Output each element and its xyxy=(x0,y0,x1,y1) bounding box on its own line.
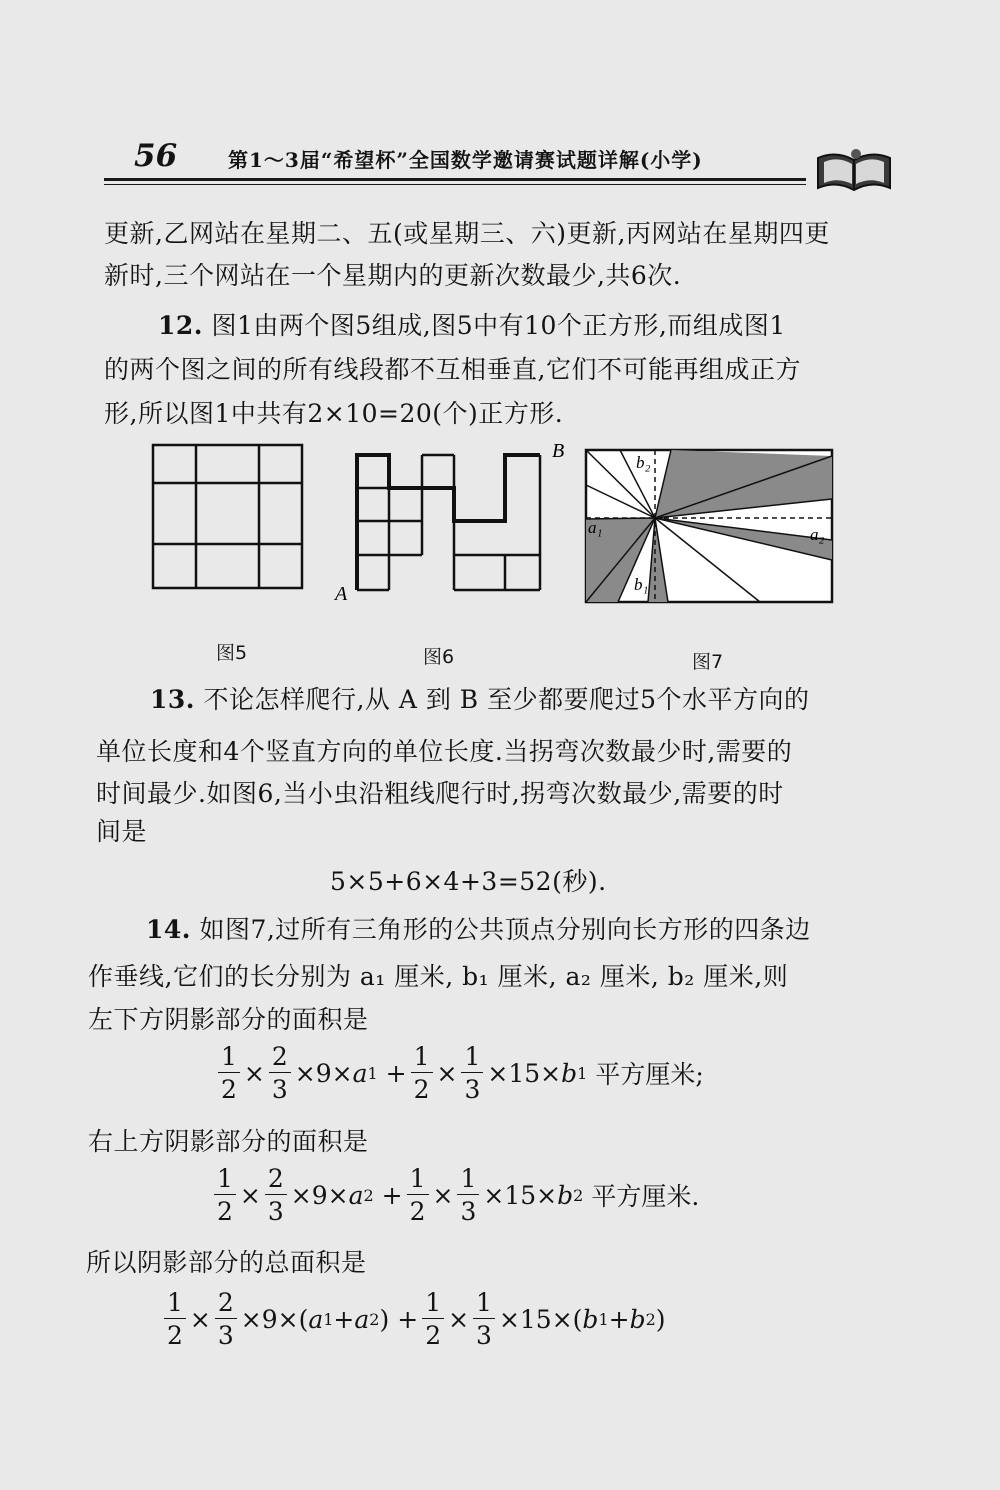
paragraph-text: 不论怎样爬行,从 A 到 B 至少都要爬过5个水平方向的 xyxy=(203,685,810,714)
figure-6-bold-route xyxy=(357,455,540,590)
figure-5-grid xyxy=(153,445,302,588)
formula-total: $\frac{1}{2}$ × $\frac{2}{3}$ ×9×( a 1 + a 2 ) + $\frac{1}{2}$ × $\frac{1}{3}$ ×15×( b 1 + b 2 ) xyxy=(160,1290,666,1348)
paragraph-line: 所以阴影部分的总面积是 xyxy=(86,1248,367,1277)
figure-5-caption: 图5 xyxy=(216,642,248,664)
paragraph-line: 间是 xyxy=(96,817,148,846)
figure-7-caption: 图7 xyxy=(692,651,724,673)
fraction: $\frac{1}{3}$ xyxy=(457,1166,479,1224)
problem-number: 13. xyxy=(150,685,195,714)
page-number: 56 xyxy=(134,138,178,174)
fraction: $\frac{2}{3}$ xyxy=(269,1044,291,1102)
figure-7-rectangle xyxy=(586,450,832,602)
fraction: $\frac{1}{2}$ xyxy=(164,1290,186,1348)
paragraph-line: 的两个图之间的所有线段都不互相垂直,它们不可能再组成正方 xyxy=(104,355,801,384)
unit-text: 平方厘米. xyxy=(591,1182,700,1211)
running-header-title: 第1～3届“希望杯”全国数学邀请赛试题详解(小学) xyxy=(228,148,703,172)
unit-text: 平方厘米; xyxy=(595,1060,704,1089)
fraction: $\frac{1}{2}$ xyxy=(422,1290,444,1348)
problem-13-line xyxy=(150,680,810,716)
formula-text: ×9× xyxy=(294,1058,353,1088)
fraction: $\frac{2}{3}$ xyxy=(215,1290,237,1348)
paragraph-line: 右上方阴影部分的面积是 xyxy=(88,1127,369,1156)
equation-line: 5×5+6×4+3=52(秒). xyxy=(330,867,607,896)
label-b1: b₁ xyxy=(634,575,649,594)
label-B: B xyxy=(552,440,565,462)
formula-text: ×15× xyxy=(487,1058,562,1088)
problem-14-line xyxy=(146,910,811,946)
paragraph-text: 如图7,过所有三角形的公共顶点分别向长方形的四条边 xyxy=(199,915,811,944)
label-a2: a₂ xyxy=(810,525,825,544)
formula-text: ×9× xyxy=(290,1180,349,1210)
figure-6-caption: 图6 xyxy=(423,646,455,668)
paragraph-line: 新时,三个网站在一个星期内的更新次数最少,共6次. xyxy=(104,261,682,290)
fraction: $\frac{1}{3}$ xyxy=(473,1290,495,1348)
fraction: $\frac{1}{2}$ xyxy=(411,1044,433,1102)
fraction: $\frac{2}{3}$ xyxy=(265,1166,287,1224)
fraction: $\frac{1}{2}$ xyxy=(214,1166,236,1224)
paragraph-line: 时间最少.如图6,当小虫沿粗线爬行时,拐弯次数最少,需要的时 xyxy=(96,779,784,808)
label-A: A xyxy=(335,583,348,605)
label-a1: a₁ xyxy=(588,518,603,537)
problem-number: 14. xyxy=(146,915,191,944)
paragraph-line: 左下方阴影部分的面积是 xyxy=(88,1005,369,1034)
fraction: $\frac{1}{2}$ xyxy=(218,1044,240,1102)
figure-6-path-grid xyxy=(357,455,540,590)
problem-number: 12. xyxy=(158,311,203,340)
paragraph-line: 作垂线,它们的长分别为 a₁ 厘米, b₁ 厘米, a₂ 厘米, b₂ 厘米,则 xyxy=(88,962,789,991)
formula-upper-right: $\frac{1}{2}$ × $\frac{2}{3}$ ×9× a 2 + $\frac{1}{2}$ × $\frac{1}{3}$ ×15× b 2 平方厘米. xyxy=(210,1166,699,1224)
paragraph-text: 图1由两个图5组成,图5中有10个正方形,而组成图1 xyxy=(211,311,786,340)
label-b2: b₂ xyxy=(636,453,651,472)
fraction: $\frac{1}{2}$ xyxy=(407,1166,429,1224)
fraction: $\frac{1}{3}$ xyxy=(461,1044,483,1102)
paragraph-line: 形,所以图1中共有2×10=20(个)正方形. xyxy=(104,399,564,428)
formula-text: ×15× xyxy=(483,1180,558,1210)
paragraph-line: 单位长度和4个竖直方向的单位长度.当拐弯次数最少时,需要的 xyxy=(96,737,793,766)
paragraph-line: 更新,乙网站在星期二、五(或星期三、六)更新,丙网站在星期四更 xyxy=(104,219,830,248)
formula-lower-left: $\frac{1}{2}$ × $\frac{2}{3}$ ×9× a 1 + $\frac{1}{2}$ × $\frac{1}{3}$ ×15× b 1 平方厘米; xyxy=(214,1044,704,1102)
